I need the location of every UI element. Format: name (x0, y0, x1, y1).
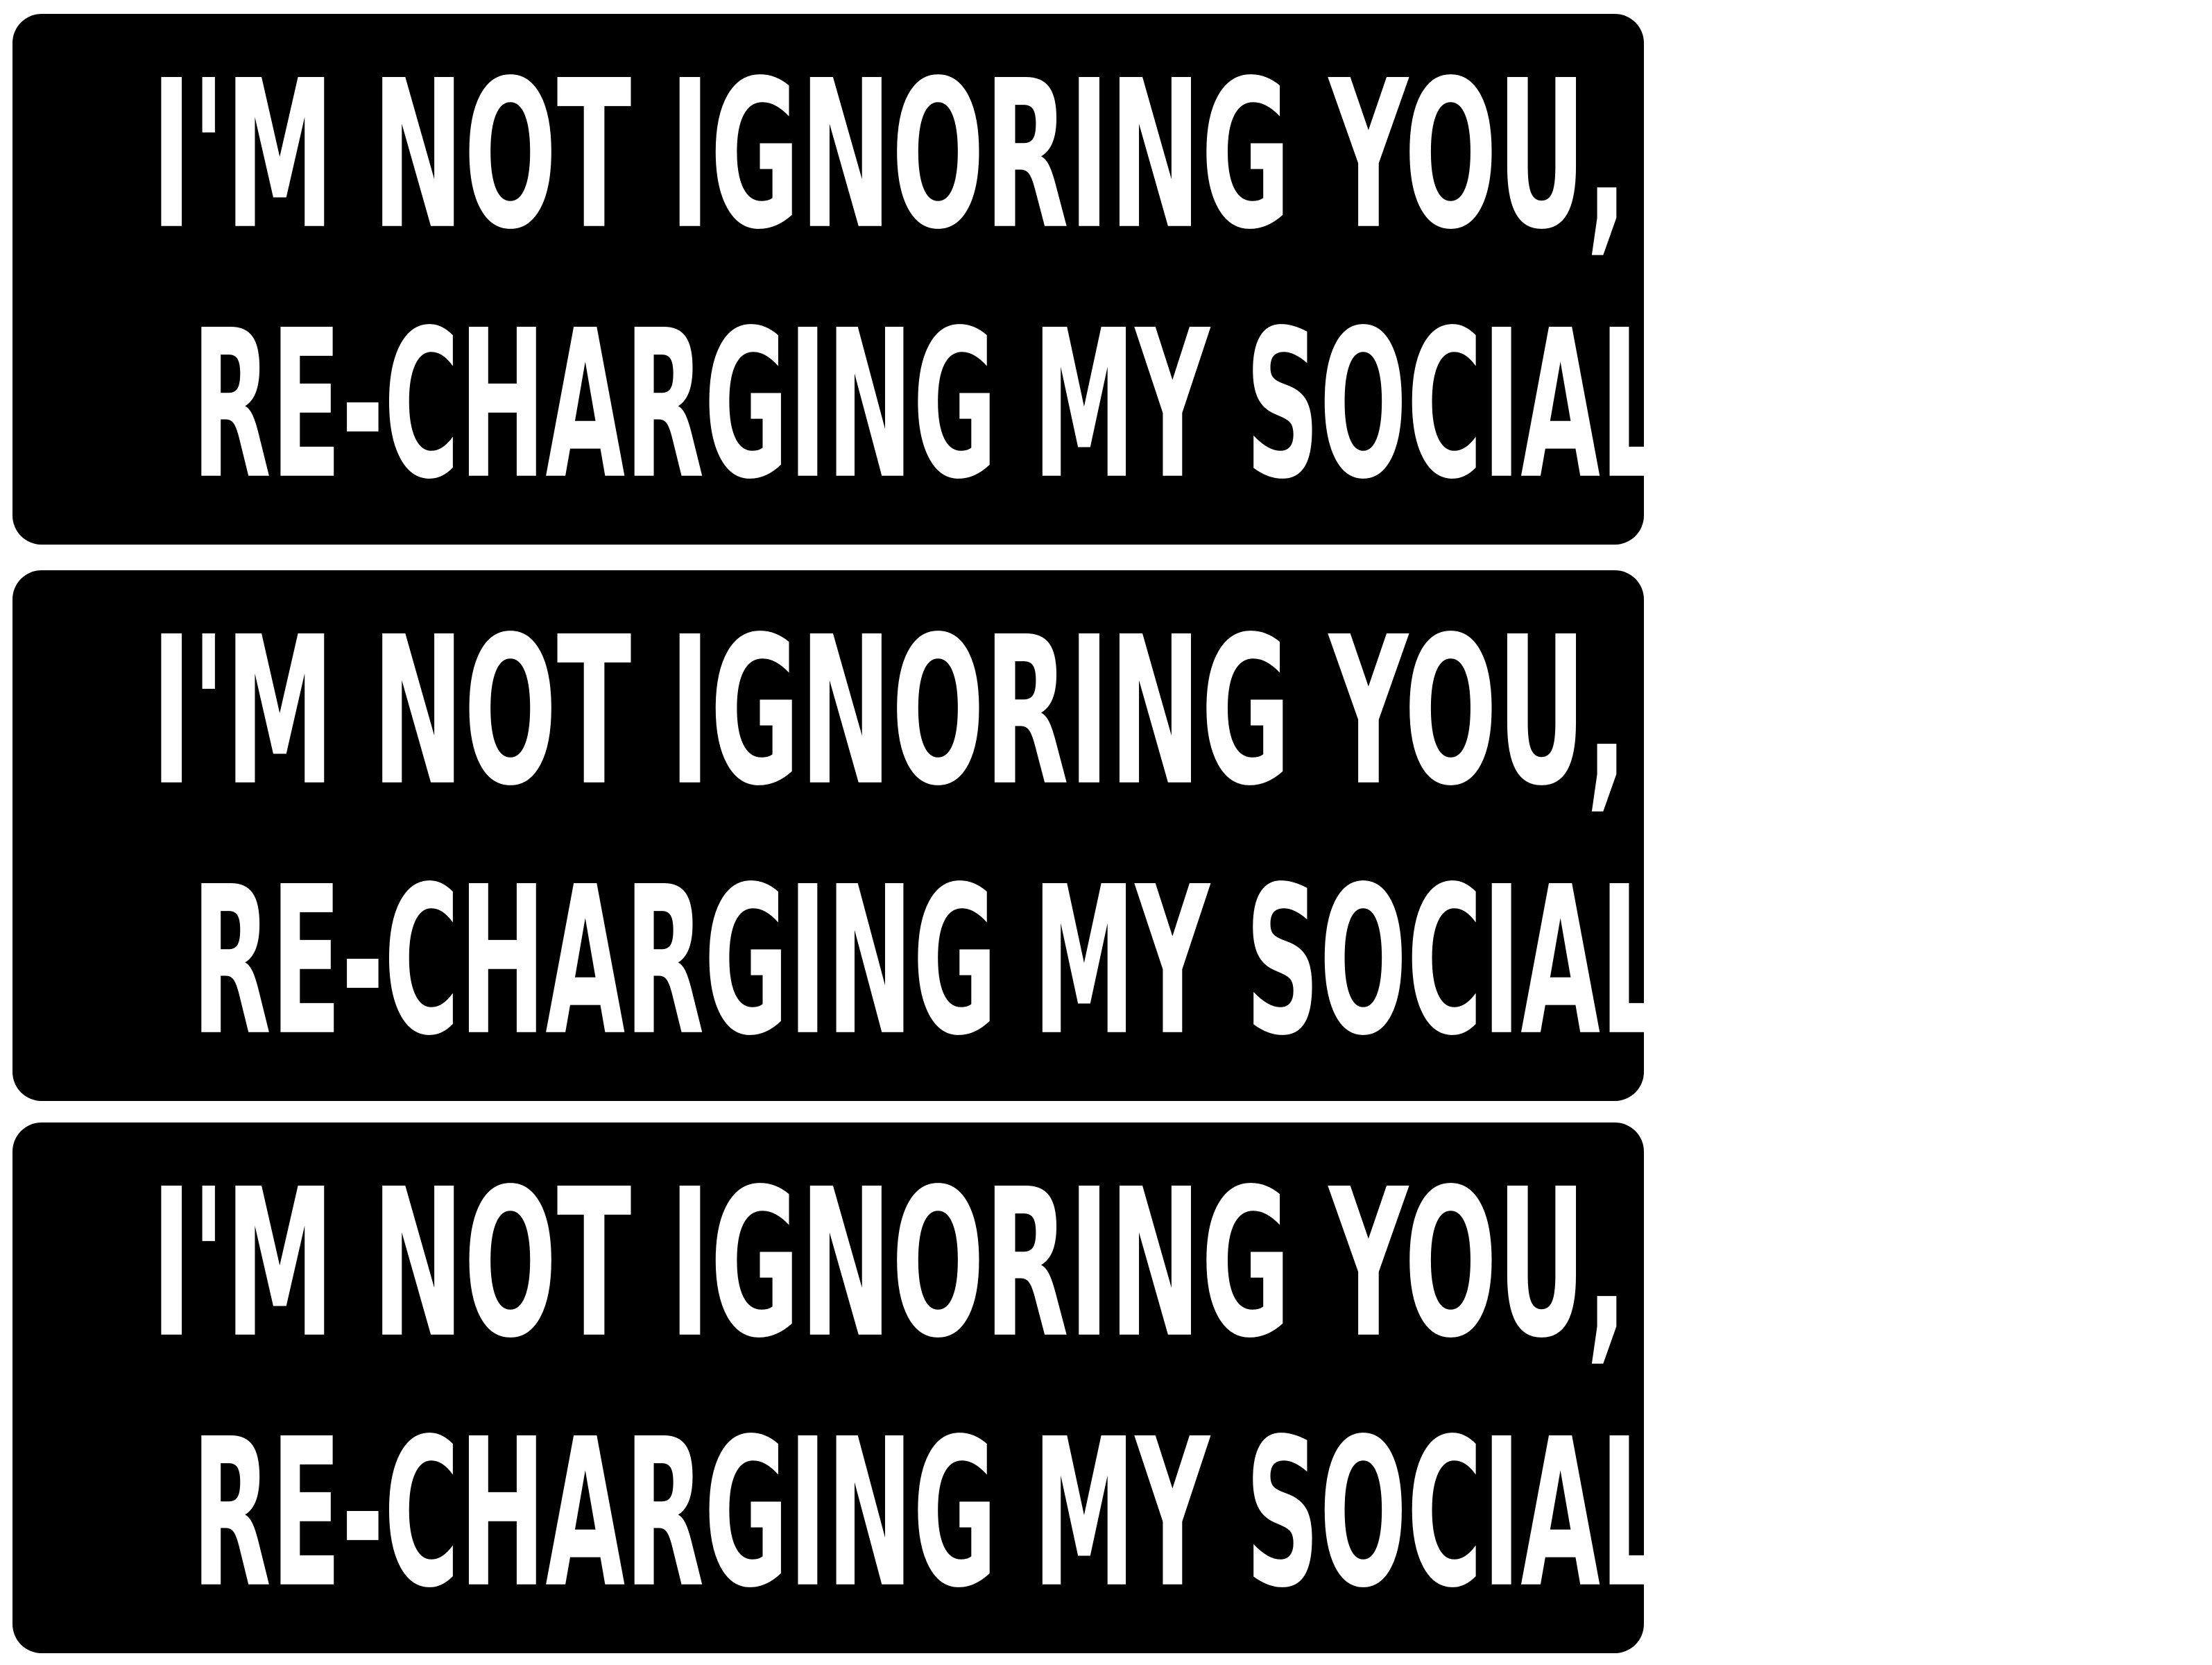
sticker-3-line-2: RE-CHARGING MY SOCIAL BATTERY (191, 1394, 2212, 1633)
sticker-1 (12, 14, 2212, 545)
sticker-1-line-1: I'M NOT IGNORING YOU, I'M JUST (151, 36, 2170, 275)
sticker-3 (12, 1122, 2212, 1653)
sticker-3-line-1: I'M NOT IGNORING YOU, I'M JUST (151, 1145, 2170, 1383)
sticker-2-line-2: RE-CHARGING MY SOCIAL BATTERY (191, 842, 2212, 1081)
sticker-1-line-2: RE-CHARGING MY SOCIAL BATTERY (191, 286, 2212, 524)
sticker-2 (12, 570, 2212, 1101)
sticker-2-line-1: I'M NOT IGNORING YOU, I'M JUST (151, 592, 2170, 831)
